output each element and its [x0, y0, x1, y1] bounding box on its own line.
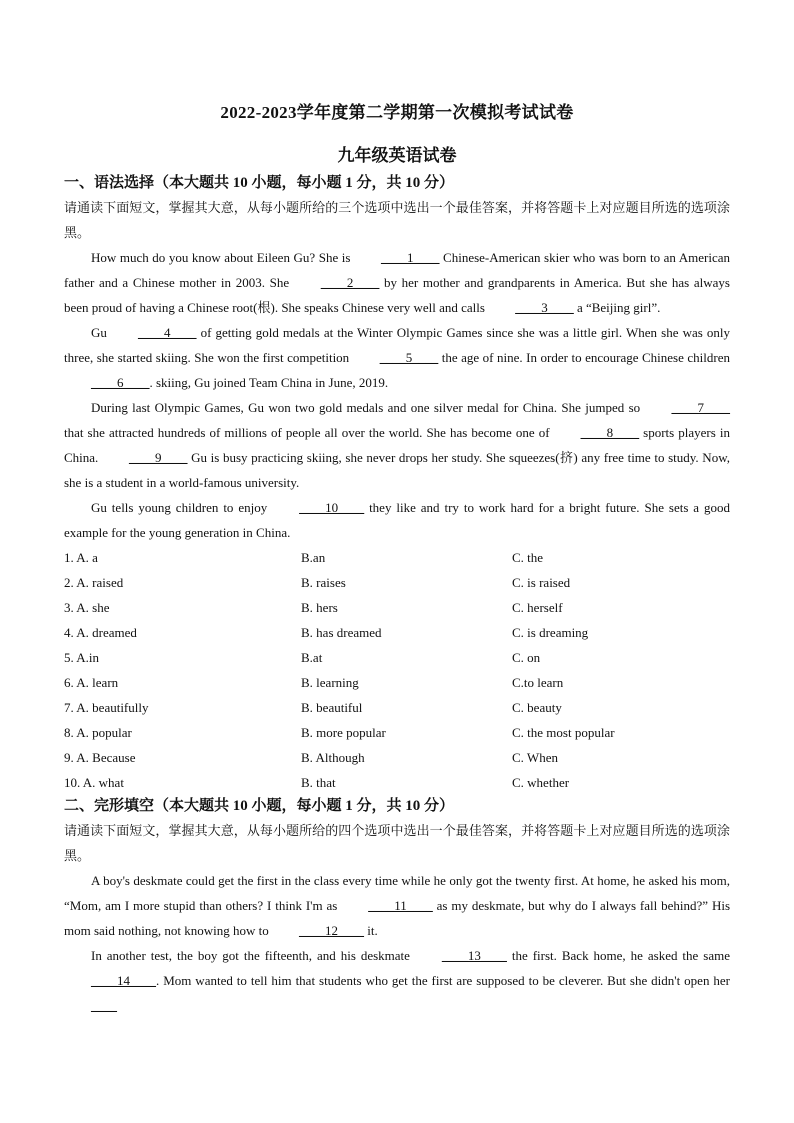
section2-heading: 二、完形填空（本大题共 10 小题，每小题 1 分，共 10 分）: [64, 798, 455, 814]
option-row: 4. A. dreamed B. has dreamed C. is dreaming: [64, 625, 589, 640]
option-row: 9. A. Because B. Although C. When: [64, 750, 558, 765]
blank-4: ____4____: [137, 325, 197, 340]
option-row: 2. A. raised B. raises C. is raised: [64, 575, 571, 590]
options-table: [64, 545, 730, 795]
blank-13: ____13____: [441, 948, 507, 963]
passage1-paragraph-3: During last Olympic Games, Gu won two gold medals and one silver medal for China. She jumped so ____7____ that she attracted hundreds of millions of people all over the world. She has become one of ____8____ sports players in China. ____9____ Gu is busy practicing skiing, she never drops her study. She squeezes(挤) any free time to study. Now, she is a student in a world-famous university.: [64, 395, 730, 495]
option-row: 8. A. popular B. more popular C. the most popular: [64, 725, 615, 740]
blank-5: ____5____: [379, 350, 439, 365]
option-row: 3. A. she B. hers C. herself: [64, 600, 563, 615]
section1-heading: 一、语法选择（本大题共 10 小题，每小题 1 分，共 10 分）: [64, 175, 455, 191]
blank-10: ____10____: [299, 500, 365, 515]
passage1-paragraph-1: How much do you know about Eileen Gu? She is ____1____ Chinese-American skier who was born to an American father and a Chinese mother in 2003. She ____2____ by her mother and grandparents in America. But she has always been proud of having a Chinese root(根). She speaks Chinese very well and calls ____3____ a “Beijing girl”.: [64, 245, 730, 320]
section1-instruction: 请通读下面短文，掌握其大意，从每小题所给的三个选项中选出一个最佳答案，并将答题卡上对应题目所选的选项涂黑。: [64, 200, 730, 240]
blank-15: ____: [91, 998, 117, 1013]
exam-subtitle: 九年级英语试卷: [337, 146, 457, 165]
passage2-paragraph-2: In another test, the boy got the fifteenth, and his deskmate ____13____ the first. Back home, he asked the same ____14____. Mom wanted to tell him that students who get the first are supposed to be cleverer. But she didn't open her ____: [64, 943, 730, 1018]
blank-6: ____6____: [91, 375, 150, 390]
blank-3: ____3____: [515, 300, 574, 315]
blank-7: ____7____: [671, 400, 730, 415]
passage1-paragraph-4: Gu tells young children to enjoy ____10____ they like and try to work hard for a bright future. She sets a good example for the young generation in China.: [64, 495, 730, 545]
option-row: 10. A. what B. that C. whether: [64, 775, 570, 790]
option-row: 6. A. learn B. learning C.to learn: [64, 675, 564, 690]
exam-content: [64, 172, 730, 1018]
section2-instruction: 请通读下面短文，掌握其大意，从每小题所给的四个选项中选出一个最佳答案，并将答题卡上对应题目所选的选项涂黑。: [64, 823, 730, 863]
option-row: 1. A. a B.an C. the: [64, 550, 544, 565]
blank-2: ____2____: [320, 275, 380, 290]
passage2-paragraph-1: A boy's deskmate could get the first in the class every time while he only got the twenty first. At home, he asked his mom, “Mom, am I more stupid than others? I think I'm as ____11____ as my deskmate, but why do I always fall behind?” His mom said nothing, not knowing how to ____12____ it.: [64, 868, 730, 943]
blank-11: ____11____: [368, 898, 433, 913]
option-row: 7. A. beautifully B. beautiful C. beauty: [64, 700, 562, 715]
option-row: 5. A.in B.at C. on: [64, 650, 541, 665]
blank-12: ____12____: [299, 923, 364, 938]
exam-title: 2022-2023学年度第二学期第一次模拟考试试卷: [220, 103, 574, 122]
blank-8: ____8____: [580, 425, 640, 440]
passage1-paragraph-2: Gu ____4____ of getting gold medals at the Winter Olympic Games since she was a little girl. When she was only three, she started skiing. She won the first competition ____5____ the age of nine. In order to encourage Chinese children ____6____. skiing, Gu joined Team China in June, 2019.: [64, 320, 730, 395]
blank-9: ____9____: [128, 450, 188, 465]
blank-14: ____14____: [91, 973, 156, 988]
blank-1: ____1____: [380, 250, 440, 265]
